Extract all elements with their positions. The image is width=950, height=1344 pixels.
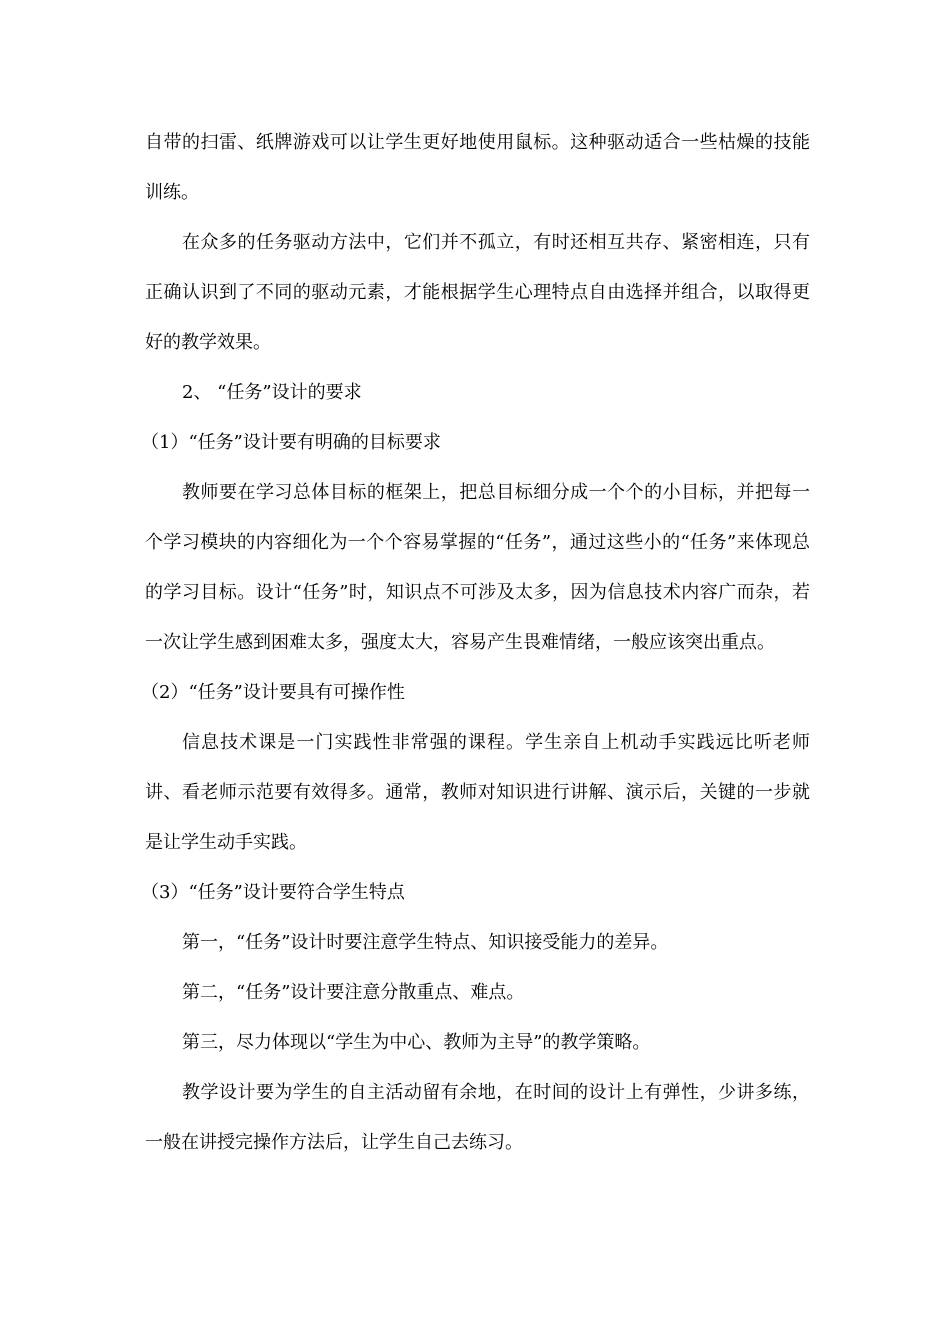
subheading-clear-goals: （1）“任务”设计要有明确的目标要求 xyxy=(141,432,441,453)
paragraph-practice: 信息技术课是一门实践性非常强的课程。学生亲自上机动手实践远比听老师讲、看老师示范要有效得多。通常，教师对知识进行讲解、演示后，关键的一步就是让学生动手实践。 xyxy=(145,732,810,853)
paragraph-design-flexibility: 教学设计要为学生的自主活动留有余地，在时间的设计上有弹性，少讲多练，一般在讲授完操作方法后，让学生自己去练习。 xyxy=(145,1082,810,1153)
paragraph-drive-continuation: 自带的扫雷、纸牌游戏可以让学生更好地使用鼠标。这种驱动适合一些枯燥的技能训练。 xyxy=(145,132,810,203)
subheading-student-traits: （3）“任务”设计要符合学生特点 xyxy=(141,882,405,903)
paragraph-second-point: 第二，“任务”设计要注意分散重点、难点。 xyxy=(182,982,525,1003)
paragraph-third-point: 第三，尽力体现以“学生为中心、教师为主导”的教学策略。 xyxy=(182,1032,651,1053)
section-heading-task-requirements: 2、 “任务”设计的要求 xyxy=(182,382,362,403)
paragraph-first-point: 第一，“任务”设计时要注意学生特点、知识接受能力的差异。 xyxy=(182,932,669,953)
paragraph-task-methods: 在众多的任务驱动方法中，它们并不孤立，有时还相互共存、紧密相连，只有正确认识到了不同的驱动元素，才能根据学生心理特点自由选择并组合，以取得更好的教学效果。 xyxy=(145,232,810,353)
paragraph-teacher-goals: 教师要在学习总体目标的框架上，把总目标细分成一个个的小目标，并把每一个学习模块的内容细化为一个个容易掌握的“任务”，通过这些小的“任务”来体现总的学习目标。设计“任务”时，知识点不可涉及太多，因为信息技术内容广而杂，若一次让学生感到困难太多，强度太大，容易产生畏难情绪，一般应该突出重点。 xyxy=(145,482,810,653)
subheading-operability: （2）“任务”设计要具有可操作性 xyxy=(141,682,405,703)
document-page xyxy=(141,118,810,1168)
